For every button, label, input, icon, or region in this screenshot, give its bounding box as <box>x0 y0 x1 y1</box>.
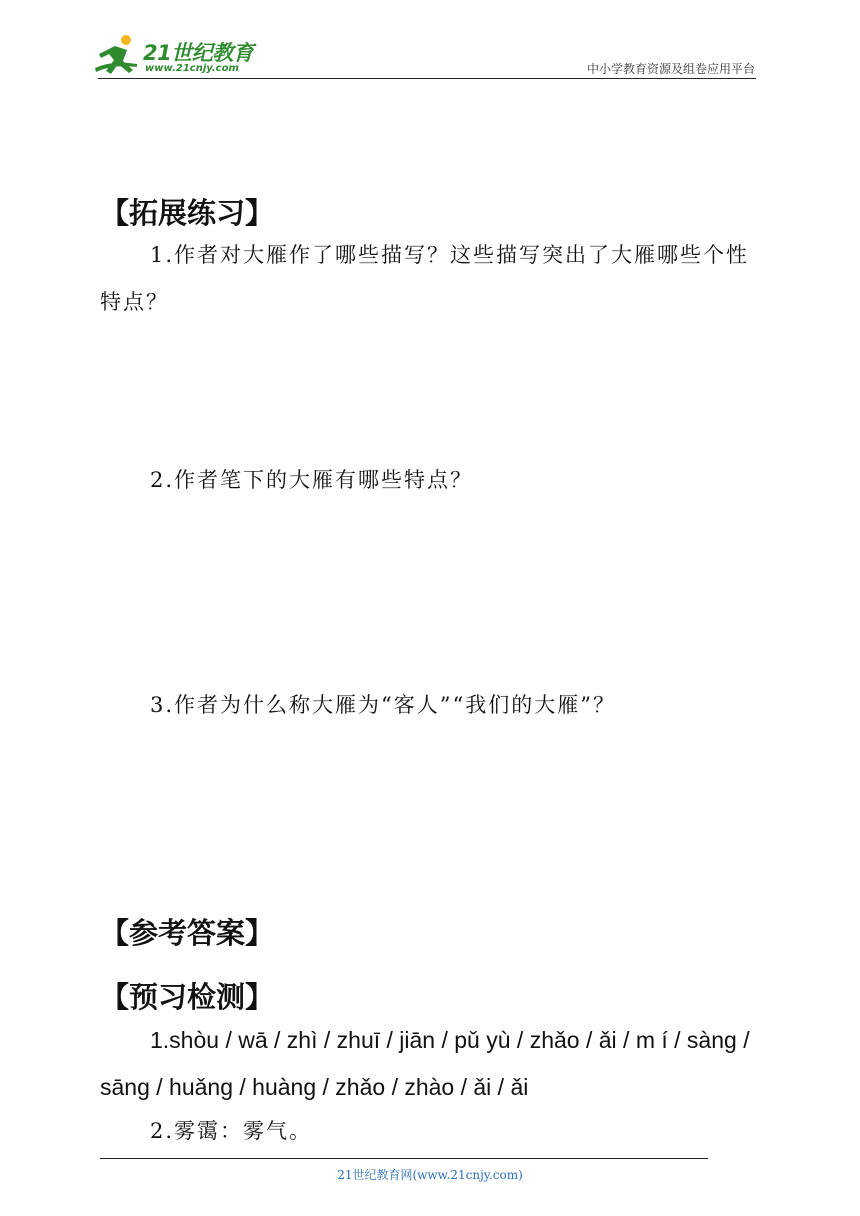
preview-heading: 【预习检测】 <box>100 980 275 1014</box>
practice-question-2: 2.作者笔下的大雁有哪些特点？ <box>150 468 474 492</box>
preview-answer-2: 2.雾霭：雾气。 <box>150 1119 313 1143</box>
logo-main-text: 21世纪教育 <box>143 41 254 65</box>
header-divider <box>98 78 756 79</box>
running-figure-icon <box>93 34 143 78</box>
practice-question-1: 1.作者对大雁作了哪些描写？这些描写突出了大雁哪些个性特点？ <box>100 243 750 314</box>
page-header <box>0 0 860 90</box>
practice-question-3: 3.作者为什么称大雁为“客人”“我们的大雁”？ <box>150 693 616 717</box>
footer-divider <box>100 1158 708 1159</box>
practice-heading: 【拓展练习】 <box>100 196 275 230</box>
answers-heading: 【参考答案】 <box>100 916 275 950</box>
platform-slogan: 中小学教育资源及组卷应用平台 <box>586 62 755 76</box>
preview-answer-1: 1.shòu / wā / zhì / zhuī / jiān / pǔ yù / zhǎo / ǎi / m í / sàng / sāng / huǎng / huàng / zhǎo / zhào / ǎi / ǎi <box>100 1027 750 1100</box>
logo-url-text: www.21cnjy.com <box>145 63 239 74</box>
logo <box>93 34 263 78</box>
footer-link[interactable]: 21世纪教育网(www.21cnjy.com) <box>337 1168 523 1182</box>
